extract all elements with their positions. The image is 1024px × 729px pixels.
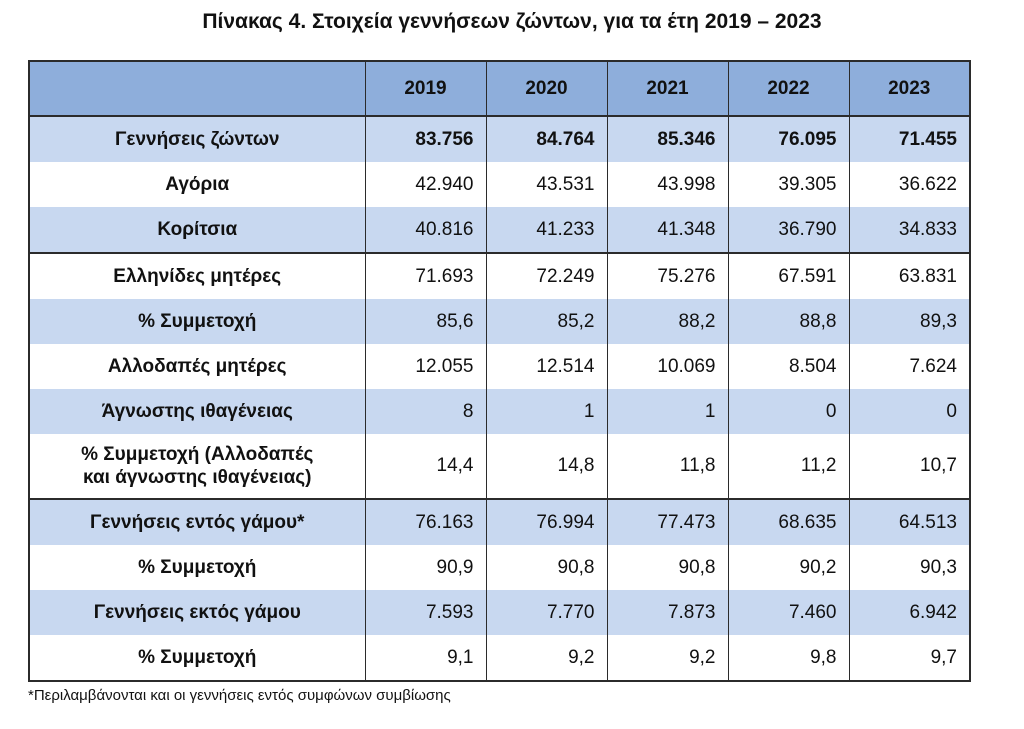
table-cell: 90,9 — [365, 545, 486, 590]
table-cell: 84.764 — [486, 116, 607, 162]
table-row — [29, 207, 970, 253]
table-cell: 34.833 — [849, 207, 970, 253]
header-year: 2019 — [365, 61, 486, 116]
table-cell: 89,3 — [849, 299, 970, 344]
row-label: Άγνωστης ιθαγένειας — [29, 389, 365, 434]
row-label — [29, 434, 365, 499]
table-cell: 7.624 — [849, 344, 970, 389]
table-cell: 11,8 — [607, 434, 728, 499]
table-row — [29, 389, 970, 434]
table-cell: 85.346 — [607, 116, 728, 162]
table-row — [29, 434, 970, 499]
table-cell: 76.994 — [486, 499, 607, 545]
header-year: 2021 — [607, 61, 728, 116]
table-row — [29, 590, 970, 635]
table-cell: 75.276 — [607, 253, 728, 299]
table-cell: 76.163 — [365, 499, 486, 545]
table-cell: 14,8 — [486, 434, 607, 499]
table-cell: 8.504 — [728, 344, 849, 389]
table-cell: 90,8 — [486, 545, 607, 590]
header-year: 2023 — [849, 61, 970, 116]
table-cell: 9,2 — [486, 635, 607, 681]
table-cell: 90,8 — [607, 545, 728, 590]
table-row — [29, 253, 970, 299]
row-label: % Συμμετοχή — [29, 299, 365, 344]
table-cell: 36.622 — [849, 162, 970, 207]
table-row — [29, 162, 970, 207]
table-cell: 71.455 — [849, 116, 970, 162]
row-label: Γεννήσεις εκτός γάμου — [29, 590, 365, 635]
table-cell: 88,8 — [728, 299, 849, 344]
table-cell: 11,2 — [728, 434, 849, 499]
table-cell: 9,2 — [607, 635, 728, 681]
table-cell: 0 — [849, 389, 970, 434]
table-cell: 68.635 — [728, 499, 849, 545]
table-cell: 12.055 — [365, 344, 486, 389]
table-row — [29, 499, 970, 545]
table-cell: 7.593 — [365, 590, 486, 635]
row-label: Αγόρια — [29, 162, 365, 207]
table-cell: 63.831 — [849, 253, 970, 299]
table-cell: 0 — [728, 389, 849, 434]
row-label: % Συμμετοχή — [29, 635, 365, 681]
table-row — [29, 116, 970, 162]
row-label: % Συμμετοχή — [29, 545, 365, 590]
row-label: Γεννήσεις ζώντων — [29, 116, 365, 162]
table-cell: 72.249 — [486, 253, 607, 299]
table-row — [29, 635, 970, 681]
table-cell: 42.940 — [365, 162, 486, 207]
table-row — [29, 299, 970, 344]
table-cell: 41.233 — [486, 207, 607, 253]
table-cell: 43.531 — [486, 162, 607, 207]
table-cell: 6.942 — [849, 590, 970, 635]
table-cell: 85,6 — [365, 299, 486, 344]
table-cell: 8 — [365, 389, 486, 434]
table-cell: 67.591 — [728, 253, 849, 299]
row-label: Αλλοδαπές μητέρες — [29, 344, 365, 389]
table-cell: 1 — [486, 389, 607, 434]
table-cell: 41.348 — [607, 207, 728, 253]
table-cell: 9,7 — [849, 635, 970, 681]
header-year: 2022 — [728, 61, 849, 116]
table-cell: 43.998 — [607, 162, 728, 207]
footnote: *Περιλαμβάνονται και οι γεννήσεις εντός συμφώνων συμβίωσης — [28, 687, 451, 704]
table-cell: 39.305 — [728, 162, 849, 207]
table-cell: 77.473 — [607, 499, 728, 545]
row-label-line: % Συμμετοχή (Αλλοδαπές — [81, 444, 314, 465]
header-row — [29, 61, 970, 116]
table-cell: 71.693 — [365, 253, 486, 299]
table-cell: 40.816 — [365, 207, 486, 253]
header-corner — [29, 61, 365, 116]
table-cell: 7.873 — [607, 590, 728, 635]
table-cell: 90,3 — [849, 545, 970, 590]
table-cell: 7.770 — [486, 590, 607, 635]
table-cell: 90,2 — [728, 545, 849, 590]
table-row — [29, 344, 970, 389]
table-row — [29, 545, 970, 590]
table-cell: 88,2 — [607, 299, 728, 344]
table-cell: 83.756 — [365, 116, 486, 162]
table-title: Πίνακας 4. Στοιχεία γεννήσεων ζώντων, για τα έτη 2019 – 2023 — [202, 10, 822, 33]
row-label: Ελληνίδες μητέρες — [29, 253, 365, 299]
table-cell: 85,2 — [486, 299, 607, 344]
table-cell: 9,8 — [728, 635, 849, 681]
births-table — [28, 60, 971, 682]
row-label: Κορίτσια — [29, 207, 365, 253]
table-cell: 12.514 — [486, 344, 607, 389]
table-cell: 14,4 — [365, 434, 486, 499]
table-cell: 76.095 — [728, 116, 849, 162]
row-label-line: και άγνωστης ιθαγένειας) — [83, 467, 312, 488]
table-cell: 10.069 — [607, 344, 728, 389]
table-cell: 64.513 — [849, 499, 970, 545]
table-cell: 1 — [607, 389, 728, 434]
table-cell: 36.790 — [728, 207, 849, 253]
row-label: Γεννήσεις εντός γάμου* — [29, 499, 365, 545]
table-cell: 7.460 — [728, 590, 849, 635]
header-year: 2020 — [486, 61, 607, 116]
table-cell: 9,1 — [365, 635, 486, 681]
table-cell: 10,7 — [849, 434, 970, 499]
